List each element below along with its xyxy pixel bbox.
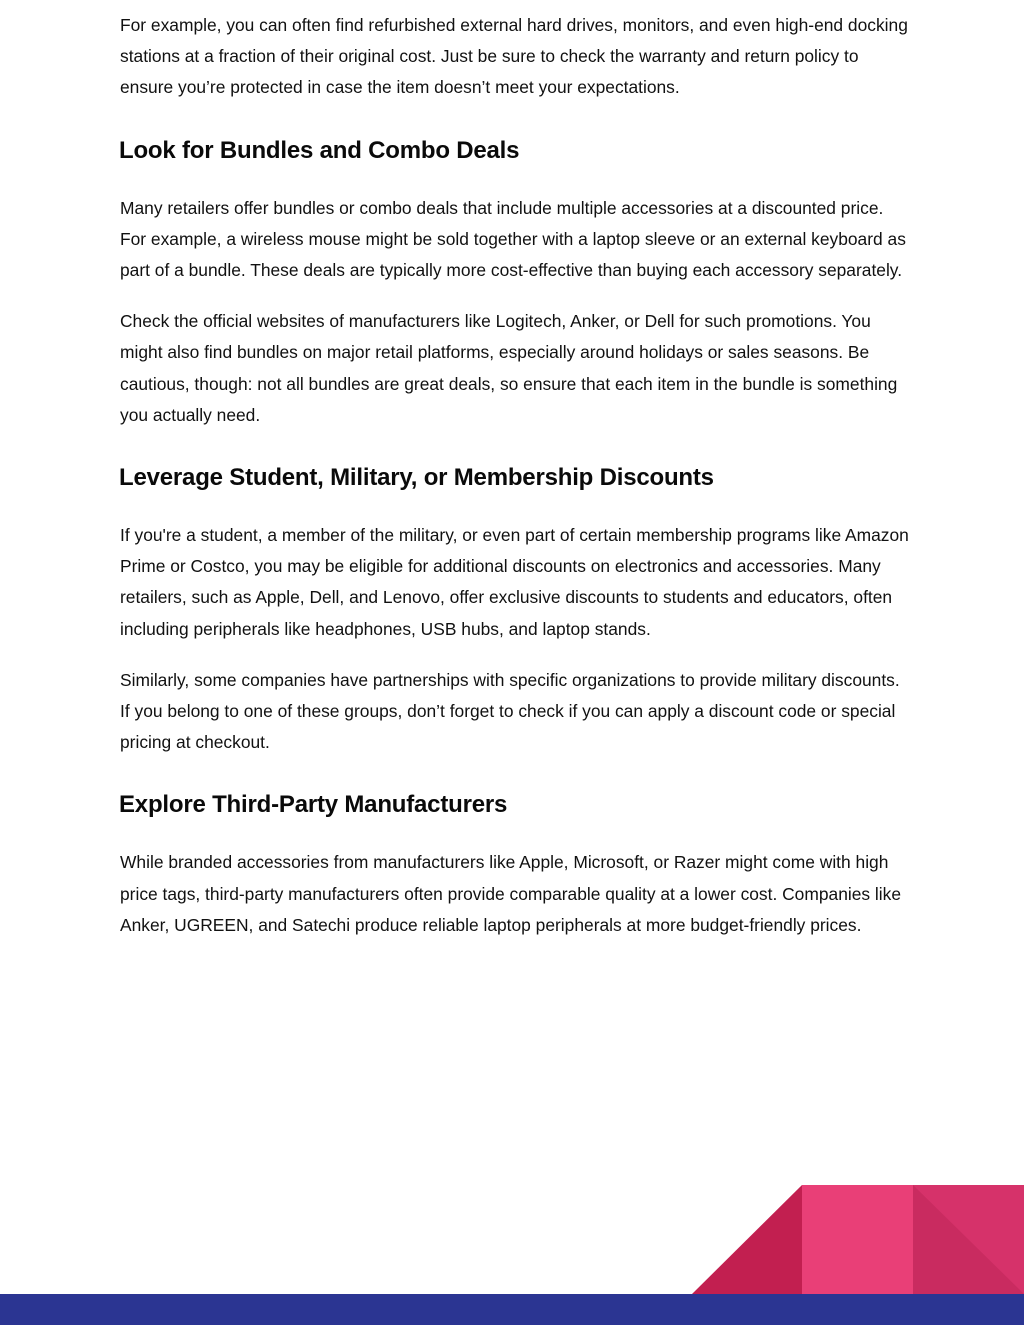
- section-discounts-paragraph-2: Similarly, some companies have partnerships with specific organizations to provide military discounts. If you belong to one of these groups, don’t forget to check if you can apply a discount code or special pricing at checkout.: [120, 669, 900, 753]
- section-discounts-paragraph-1: If you're a student, a member of the military, or even part of certain membership programs like Amazon Prime or Costco, you may be eligible for additional discounts on electronics and accessories. Many retailers, such as Apple, Dell, and Lenovo, offer exclusive discounts to students and educators, often including peripherals like headphones, USB hubs, and laptop stands.: [120, 525, 909, 639]
- intro-paragraph: For example, you can often find refurbished external hard drives, monitors, and even high-end docking stations at a fraction of their original cost. Just be sure to check the warranty and return policy to ensure you’re protected in case the item doesn’t meet your expectations.: [120, 15, 908, 98]
- document-body: [120, 10, 910, 941]
- section-bundles-paragraph-2: Check the official websites of manufacturers like Logitech, Anker, or Dell for such promotions. You might also find bundles on major retail platforms, especially around holidays or sales seasons. Be cautious, though: not all bundles are great deals, so ensure that each item in the bundle is something you actually need.: [120, 311, 898, 425]
- section-third-party-paragraph-1: While branded accessories from manufacturers like Apple, Microsoft, or Razer might come with high price tags, third-party manufacturers often provide comparable quality at a lower cost. Companies like Anker, UGREEN, and Satechi produce reliable laptop peripherals at more budget-friendly prices.: [120, 852, 902, 935]
- section-heading-bundles: Look for Bundles and Combo Deals: [119, 136, 520, 164]
- section-bundles-paragraph-1: Many retailers offer bundles or combo deals that include multiple accessories at a discounted price. For example, a wireless mouse might be sold together with a laptop sleeve or an external keyboard as part of a bundle. These deals are typically more cost-effective than buying each accessory separately.: [120, 197, 906, 281]
- footer-block-light: [802, 1185, 914, 1294]
- footer-band: [0, 1294, 1024, 1325]
- section-heading-third-party: Explore Third-Party Manufacturers: [119, 791, 508, 819]
- footer-triangle-dark: [692, 1185, 802, 1294]
- section-heading-discounts: Leverage Student, Military, or Membership Discounts: [119, 464, 714, 492]
